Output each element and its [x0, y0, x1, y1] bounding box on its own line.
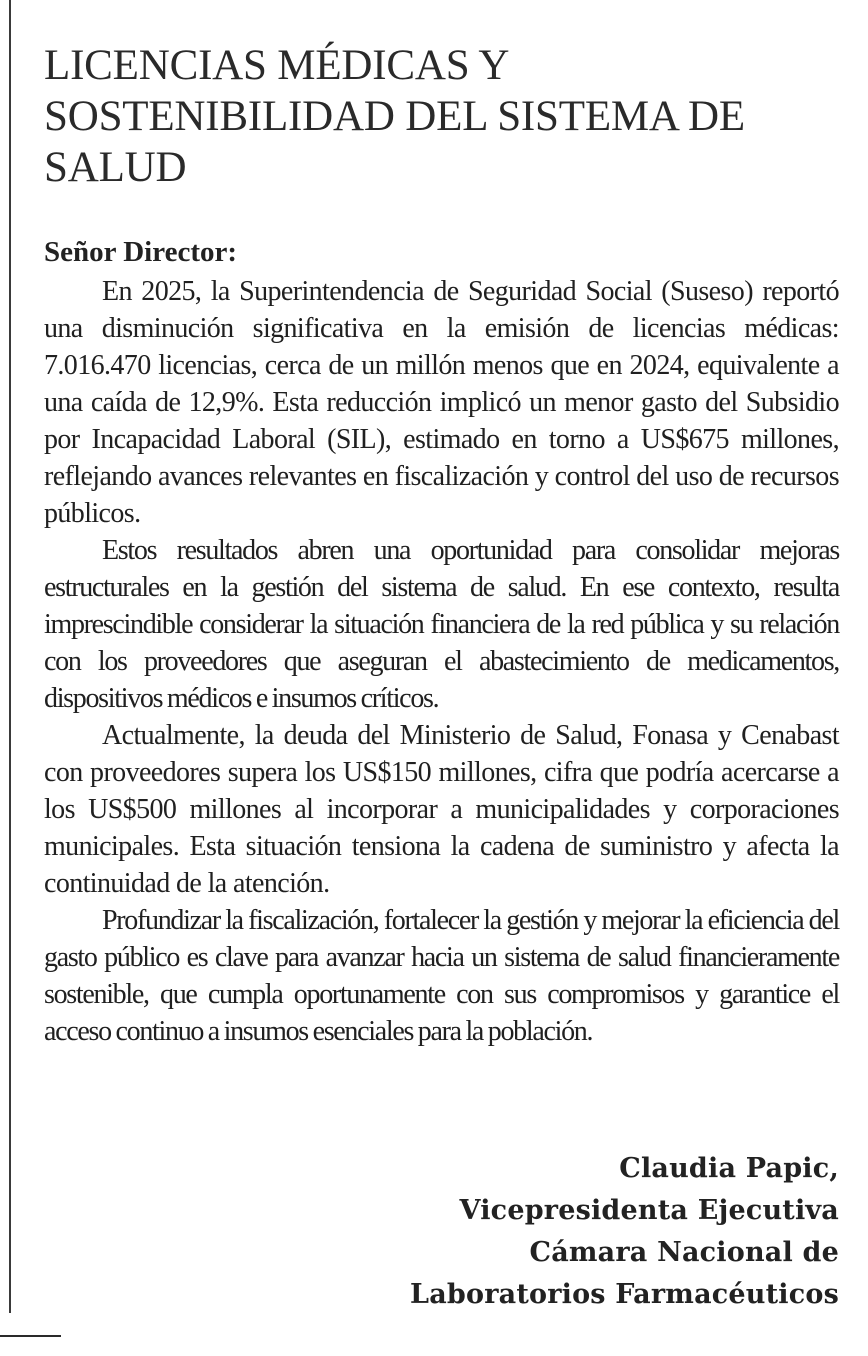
- letter-body: [44, 273, 839, 1050]
- signature-name: Claudia Papic,: [619, 1153, 839, 1184]
- paragraph-1: En 2025, la Superintendencia de Seguridad Social (Suseso) reportó una disminución significativa en la emisión de licencias médicas: 7.016.470 licencias, cerca de un millón menos que en 2024, equivalente a una caída de 12,9%. Esta reducción implicó un menor gasto del Subsidio por Incapacidad Laboral (SIL), estimado en torno a US$675 millones, reflejando avances relevantes en fiscalización y control del uso de recursos públicos.: [44, 276, 839, 529]
- signature-org-line2: Laboratorios Farmacéuticos: [410, 1279, 839, 1310]
- letter-article: [44, 40, 839, 1050]
- column-rule-bottom: [0, 1335, 61, 1337]
- column-rule-left: [9, 0, 11, 1313]
- paragraph-2: Estos resultados abren una oportunidad para consolidar mejoras estructurales en la gestión del sistema de salud. En ese contexto, resulta imprescindible considerar la situación financiera de la red pública y su relación con los proveedores que aseguran el abastecimiento de medicamentos, dispositivos médicos e insumos críticos.: [44, 535, 839, 714]
- headline: LICENCIAS MÉDICAS Y SOSTENIBILIDAD DEL SISTEMA DE SALUD: [44, 42, 745, 191]
- paragraph-3: Actualmente, la deuda del Ministerio de Salud, Fonasa y Cenabast con proveedores supera los US$150 millones, cifra que podría acercarse a los US$500 millones al incorporar a municipalidades y corporaciones municipales. Esta situación tensiona la cadena de suministro y afecta la continuidad de la atención.: [44, 720, 839, 899]
- paragraph-4: Profundizar la fiscalización, fortalecer la gestión y mejorar la eficiencia del gasto público es clave para avanzar hacia un sistema de salud financieramente sostenible, que cumpla oportunamente con sus compromisos y garantice el acceso continuo a insumos esenciales para la población.: [44, 905, 839, 1047]
- salutation: Señor Director:: [44, 236, 238, 268]
- signature-block: [410, 1148, 839, 1316]
- signature-org-line1: Cámara Nacional de: [529, 1237, 839, 1268]
- signature-title: Vicepresidenta Ejecutiva: [459, 1195, 839, 1226]
